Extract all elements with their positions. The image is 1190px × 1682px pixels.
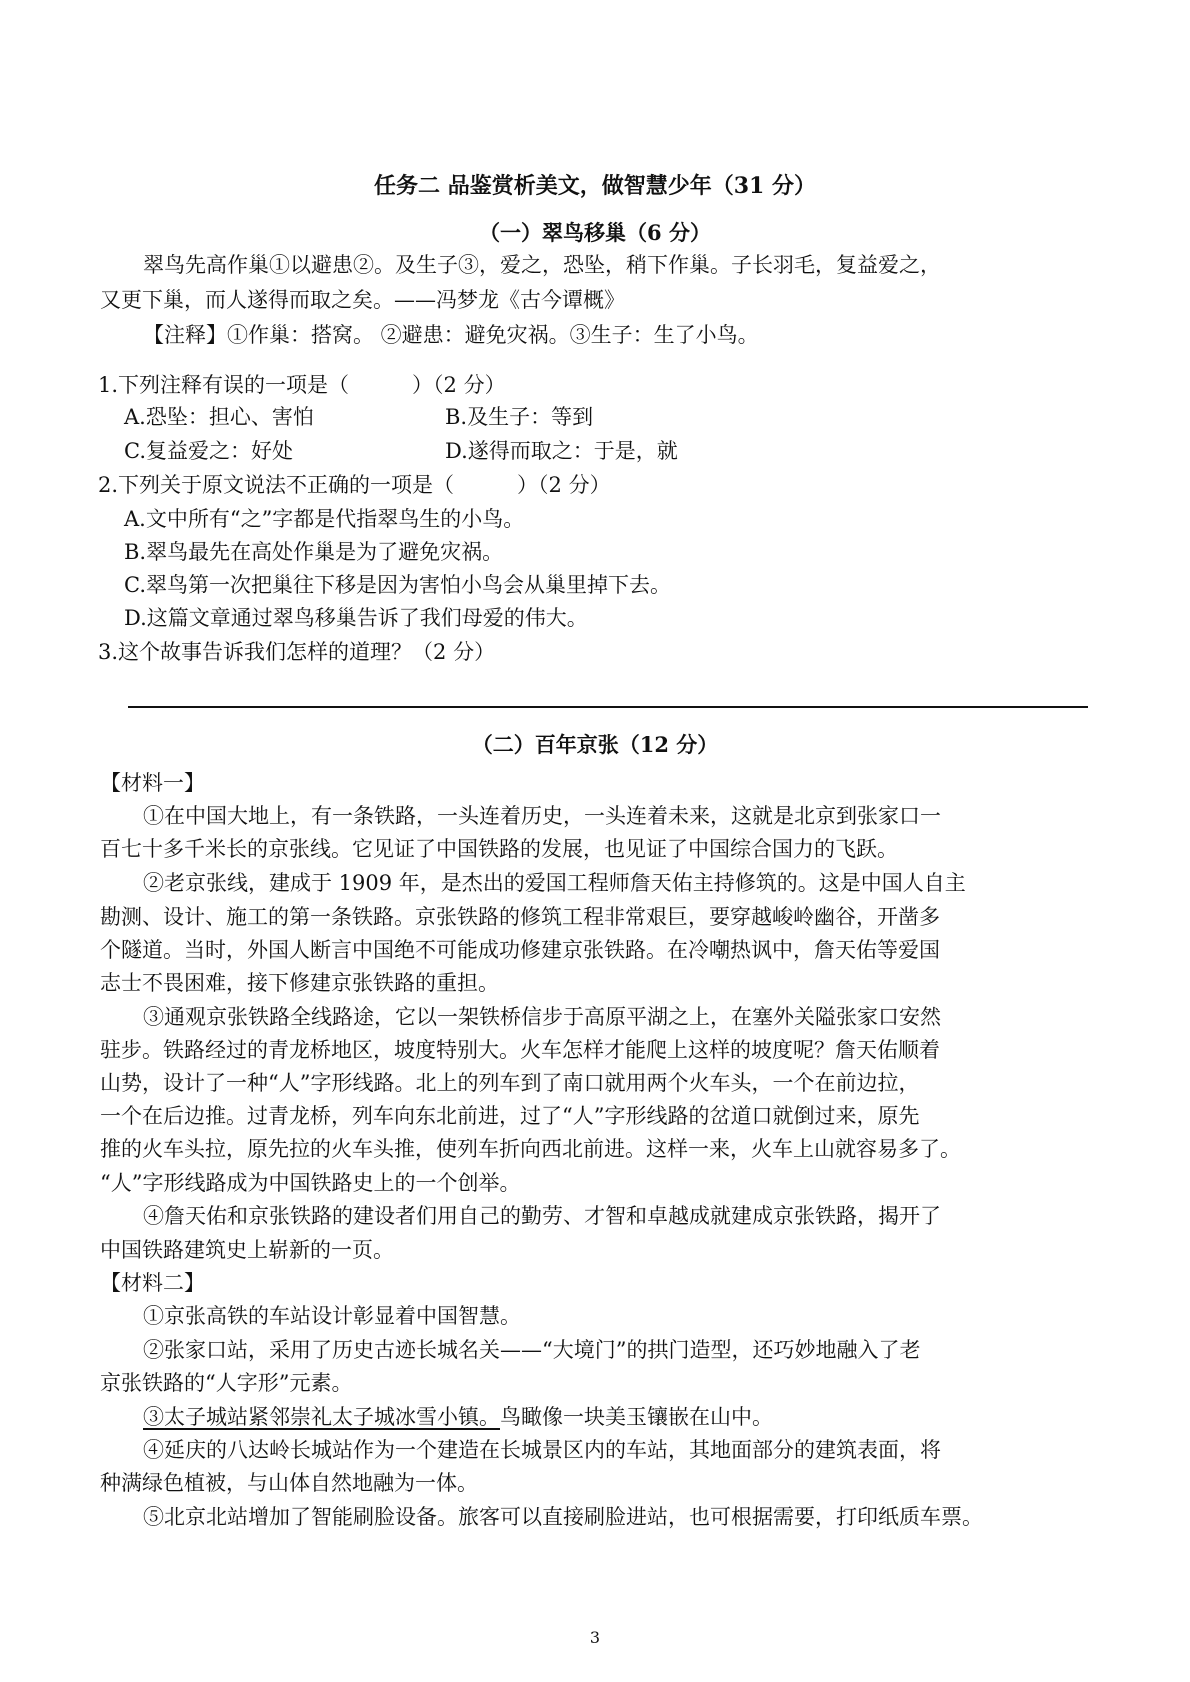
question-1-option-a: A.恐坠：担心、害怕 [124,405,314,429]
material-2-label: 【材料二】 [100,1271,205,1295]
material-1-line: 一个在后边推。过青龙桥，列车向东北前进，过了“人”字形线路的岔道口就倒过来，原先 [100,1104,920,1128]
material-2-line: ④延庆的八达岭长城站作为一个建造在长城景区内的车站，其地面部分的建筑表面，将 [143,1438,941,1462]
question-1-option-c: C.复益爱之：好处 [124,439,293,463]
material-1-line: 推的火车头拉，原先拉的火车头推，使列车折向西北前进。这样一来，火车上山就容易多了。 [100,1137,961,1161]
material-1-line: 个隧道。当时，外国人断言中国绝不可能成功修建京张铁路。在冷嘲热讽中，詹天佑等爱国 [100,938,940,962]
question-1-option-d: D.遂得而取之：于是，就 [445,439,678,463]
passage-line-2: 又更下巢，而人遂得而取之矣。——冯梦龙《古今谭概》 [100,288,625,312]
question-3-stem: 3.这个故事告诉我们怎样的道理？（2 分） [98,640,496,664]
material-1-line: “人”字形线路成为中国铁路史上的一个创举。 [100,1171,521,1195]
answer-line [128,706,1088,708]
material-1-line: ③通观京张铁路全线路途，它以一架铁桥信步于高原平湖之上，在塞外关隘张家口安然 [143,1005,941,1029]
material-1-line: ①在中国大地上，有一条铁路，一头连着历史，一头连着未来，这就是北京到张家口一 [143,804,941,828]
material-2-line: 种满绿色植被，与山体自然地融为一体。 [100,1471,478,1495]
task-title: 任务二 品鉴赏析美文，做智慧少年（31 分） [374,173,816,199]
material-1-line: 山势，设计了一种“人”字形线路。北上的列车到了南口就用两个火车头，一个在前边拉， [100,1071,920,1095]
material-1-label: 【材料一】 [100,771,205,795]
part1-heading: （一）翠鸟移巢（6 分） [479,220,711,245]
question-2-stem: 2.下列关于原文说法不正确的一项是（ ）（2 分） [98,473,611,497]
passage-line-1: 翠鸟先高作巢①以避患②。及生子③，爱之，恐坠，稍下作巢。子长羽毛，复益爱之， [143,253,941,277]
material-1-line: 勘测、设计、施工的第一条铁路。京张铁路的修筑工程非常艰巨，要穿越峻岭幽谷，开凿多 [100,905,940,929]
material-1-line: ②老京张线，建成于 1909 年，是杰出的爱国工程师詹天佑主持修筑的。这是中国人自主 [143,871,966,895]
material-1-line: 百七十多千米长的京张线。它见证了中国铁路的发展，也见证了中国综合国力的飞跃。 [100,837,898,861]
question-2-option-a: A.文中所有“之”字都是代指翠鸟生的小鸟。 [124,507,525,531]
material-1-line: 驻步。铁路经过的青龙桥地区，坡度特别大。火车怎样才能爬上这样的坡度呢？詹天佑顺着 [100,1038,940,1062]
material-1-line: 志士不畏困难，接下修建京张铁路的重担。 [100,971,499,995]
underlined-sentence: ③太子城站紧邻崇礼太子城冰雪小镇。 [143,1405,500,1429]
question-1-stem: 1.下列注释有误的一项是（ ）（2 分） [98,373,506,397]
question-2-option-d: D.这篇文章通过翠鸟移巢告诉了我们母爱的伟大。 [124,606,588,630]
question-1-option-b: B.及生子：等到 [445,405,594,429]
material-1-line: 中国铁路建筑史上崭新的一页。 [100,1238,394,1262]
material-2-line: ②张家口站，采用了历史古迹长城名关——“大境门”的拱门造型，还巧妙地融入了老 [143,1338,921,1362]
question-2-option-c: C.翠鸟第一次把巢往下移是因为害怕小鸟会从巢里掉下去。 [124,573,671,597]
material-1-line: ④詹天佑和京张铁路的建设者们用自己的勤劳、才智和卓越成就建成京张铁路，揭开了 [143,1204,941,1228]
page-number: 3 [589,1628,601,1647]
material-2-line: ①京张高铁的车站设计彰显着中国智慧。 [143,1304,521,1328]
material-2-line: 京张铁路的“人字形”元素。 [100,1371,353,1395]
question-2-option-b: B.翠鸟最先在高处作巢是为了避免灾祸。 [124,540,504,564]
annotation-note: 【注释】①作巢：搭窝。 ②避患：避免灾祸。③生子：生了小鸟。 [143,323,759,347]
part2-heading: （二）百年京张（12 分） [471,732,719,757]
material-2-line-3 [143,1402,773,1432]
material-2-line-3-tail: 鸟瞰像一块美玉镶嵌在山中。 [500,1405,773,1429]
material-2-line: ⑤北京北站增加了智能刷脸设备。旅客可以直接刷脸进站，也可根据需要，打印纸质车票。 [143,1505,983,1529]
